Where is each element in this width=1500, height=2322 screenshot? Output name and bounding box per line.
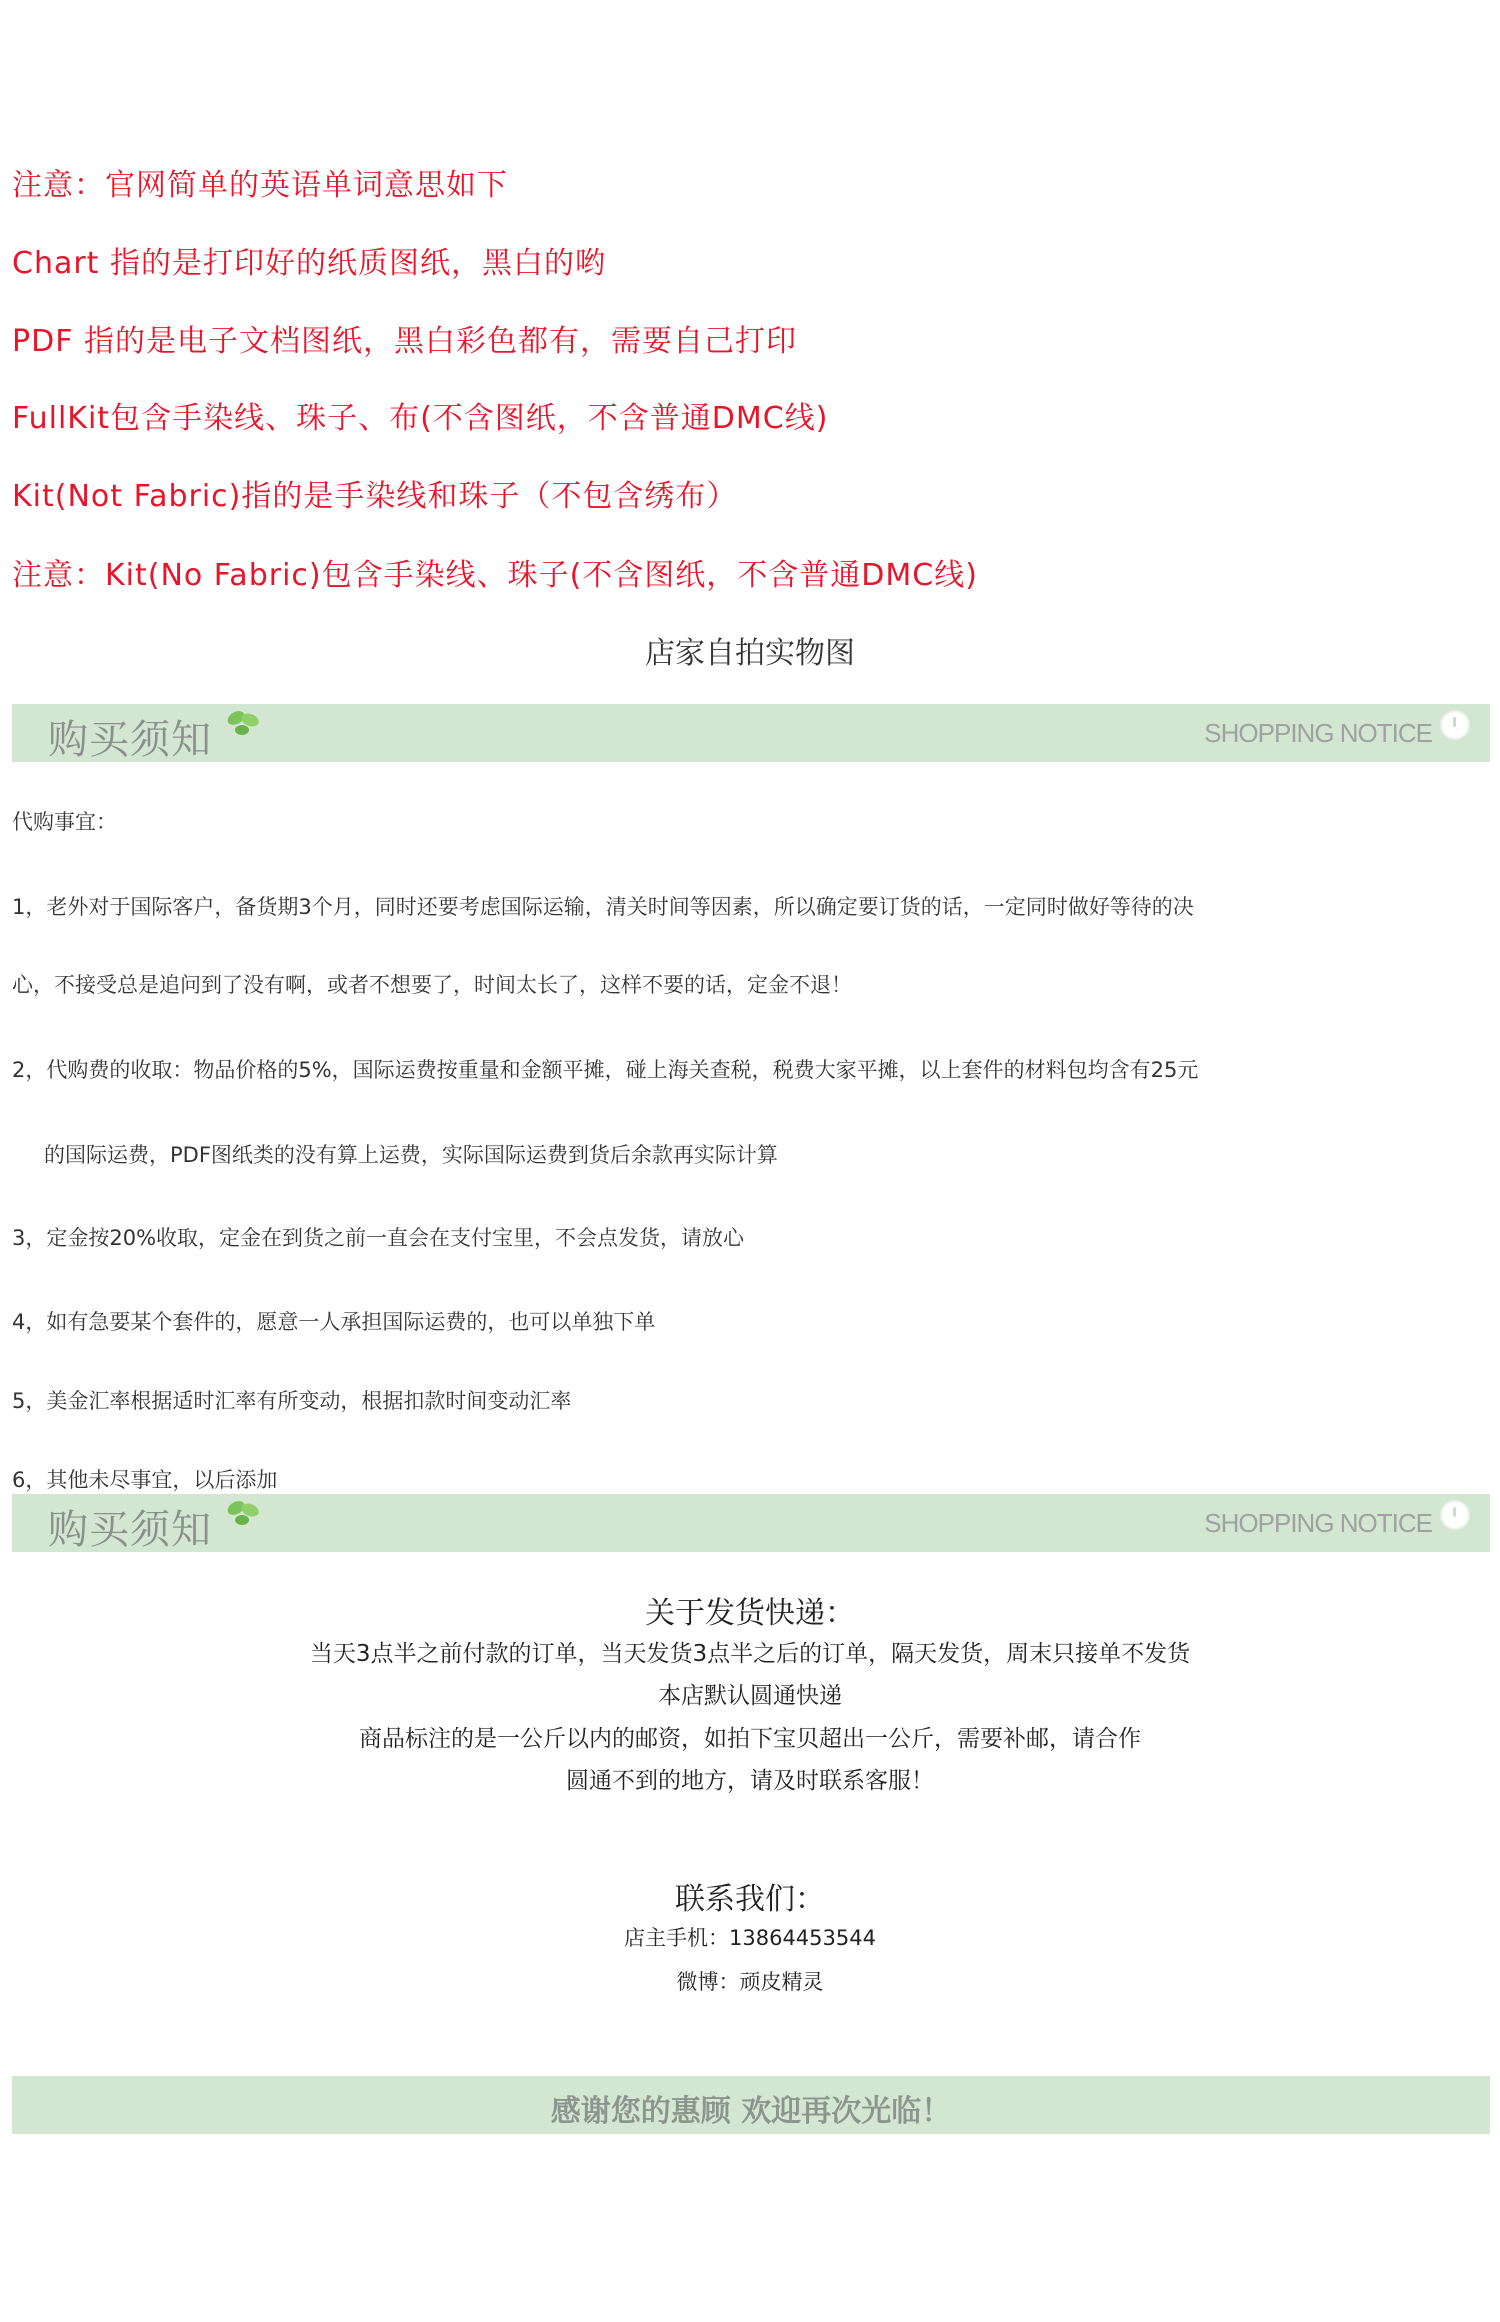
banner-title: 购买须知 bbox=[48, 1507, 212, 1553]
leaf-icon bbox=[222, 1496, 262, 1532]
banner-title: 购买须知 bbox=[48, 717, 212, 763]
shipping-line: 商品标注的是一公斤以内的邮资，如拍下宝贝超出一公斤，需要补邮，请合作 bbox=[359, 1726, 1141, 1752]
note-line-4: FullKit包含手染线、珠子、布(不含图纸，不含普通DMC线) bbox=[12, 401, 829, 436]
note-line-1: 注意：官网简单的英语单词意思如下 bbox=[12, 168, 508, 203]
note-line-3: PDF 指的是电子文档图纸，黑白彩色都有，需要自己打印 bbox=[12, 324, 797, 359]
banner-subtitle: SHOPPING NOTICE bbox=[1204, 1508, 1432, 1538]
shopping-notice-banner bbox=[12, 704, 1490, 762]
thank-you-text: 感谢您的惠顾 欢迎再次光临！ bbox=[550, 2094, 952, 2129]
purchase-line: 心，不接受总是追问到了没有啊，或者不想要了，时间太长了，这样不要的话，定金不退！ bbox=[12, 973, 852, 997]
power-dot-icon bbox=[1442, 712, 1468, 738]
banner-subtitle: SHOPPING NOTICE bbox=[1204, 718, 1432, 748]
purchase-line: 3，定金按20%收取，定金在到货之前一直会在支付宝里，不会点发货，请放心 bbox=[12, 1226, 745, 1250]
purchase-line: 4，如有急要某个套件的，愿意一人承担国际运费的，也可以单独下单 bbox=[12, 1310, 656, 1334]
purchase-line: 5，美金汇率根据适时汇率有所变动，根据扣款时间变动汇率 bbox=[12, 1389, 572, 1413]
note-line-2: Chart 指的是打印好的纸质图纸，黑白的哟 bbox=[12, 246, 606, 281]
shopping-notice-banner-2 bbox=[12, 1494, 1490, 1552]
contact-weibo: 微博：顽皮精灵 bbox=[676, 1970, 824, 1994]
purchase-line: 的国际运费，PDF图纸类的没有算上运费，实际国际运费到货后余款再实际计算 bbox=[44, 1143, 778, 1167]
purchase-line: 1，老外对于国际客户，备货期3个月，同时还要考虑国际运输，清关时间等因素，所以确定要订货的话，一定同时做好等待的决 bbox=[12, 895, 1194, 919]
shipping-line: 本店默认圆通快递 bbox=[658, 1683, 842, 1709]
shipping-line: 圆通不到的地方，请及时联系客服！ bbox=[566, 1768, 934, 1794]
purchase-heading: 代购事宜： bbox=[12, 810, 117, 834]
purchase-line: 6，其他未尽事宜，以后添加 bbox=[12, 1468, 278, 1492]
contact-title: 联系我们： bbox=[675, 1882, 825, 1917]
note-line-5: Kit(Not Fabric)指的是手染线和珠子（不包含绣布） bbox=[12, 479, 738, 514]
note-line-6: 注意：Kit(No Fabric)包含手染线、珠子(不含图纸，不含普通DMC线) bbox=[12, 558, 978, 593]
contact-phone: 店主手机：13864453544 bbox=[624, 1926, 876, 1950]
shipping-title: 关于发货快递： bbox=[645, 1596, 855, 1631]
photo-caption: 店家自拍实物图 bbox=[645, 636, 855, 671]
leaf-icon bbox=[222, 706, 262, 742]
thank-you-banner bbox=[12, 2076, 1490, 2134]
shipping-line: 当天3点半之前付款的订单，当天发货3点半之后的订单，隔天发货，周末只接单不发货 bbox=[309, 1641, 1191, 1667]
power-dot-icon bbox=[1442, 1502, 1468, 1528]
purchase-line: 2，代购费的收取：物品价格的5%，国际运费按重量和金额平摊，碰上海关查税，税费大家平摊，以上套件的材料包均含有25元 bbox=[12, 1058, 1199, 1082]
